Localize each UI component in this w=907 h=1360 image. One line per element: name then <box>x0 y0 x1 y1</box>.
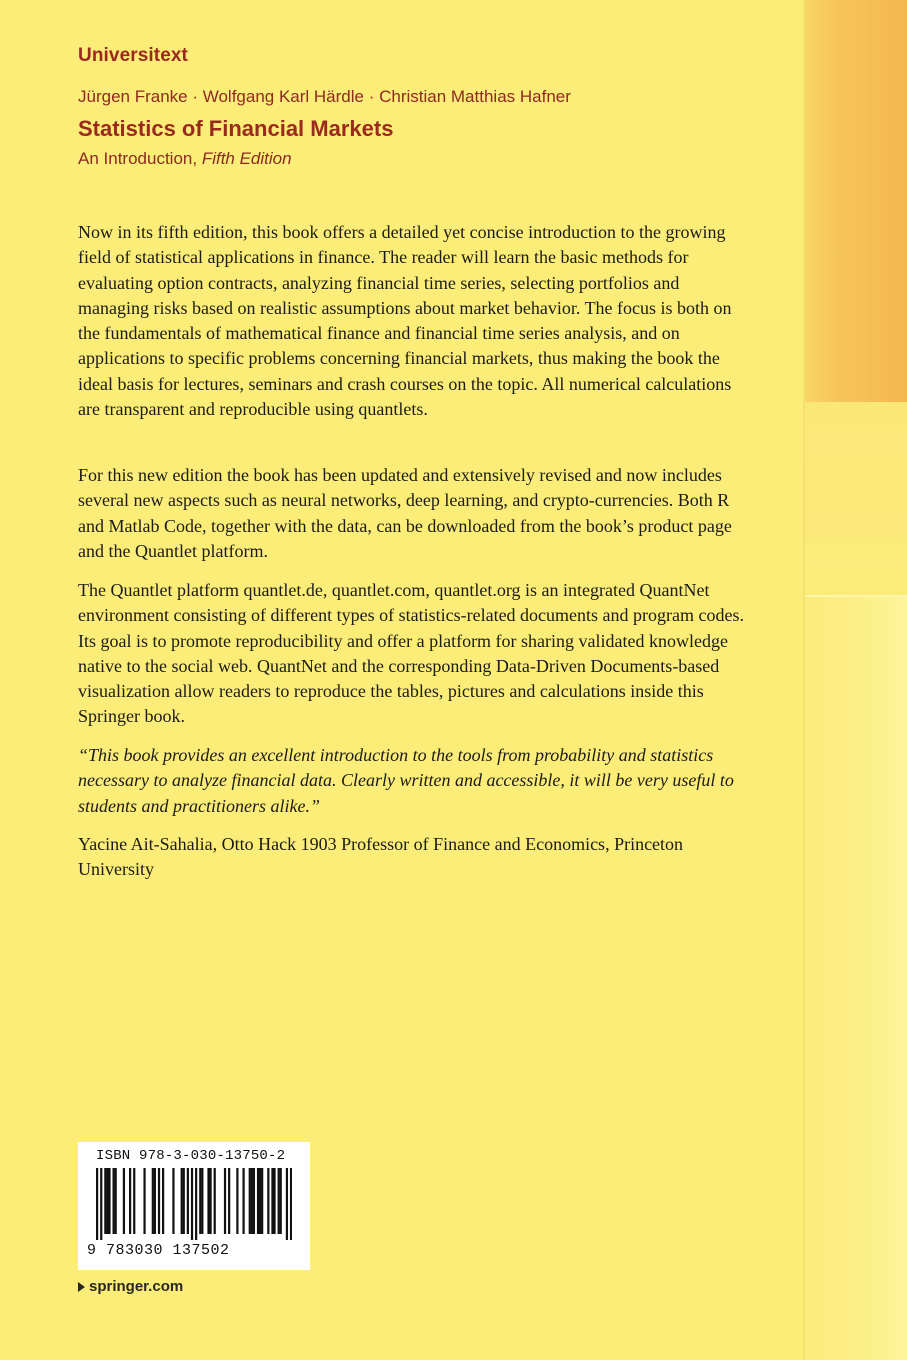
right-strip-yellow <box>805 402 907 596</box>
barcode-bar <box>290 1168 292 1240</box>
right-strip-light <box>805 597 907 1360</box>
barcode-bar <box>152 1168 154 1234</box>
arrow-right-icon <box>78 1282 85 1292</box>
barcode-bar <box>96 1168 98 1240</box>
publisher-link[interactable] <box>78 1278 183 1295</box>
description-paragraph-3: The Quantlet platform quantlet.de, quantlet.com, quantlet.org is an integrated QuantNet environment consisting of different types of statistics-related documents and program codes. Its goal is to promote reproducibility and offer a platform for sharing validated knowledge native to the social web. QuantNet and the corresponding Data-Driven Documents-based visualization allow readers to reproduce the tables, pictures and calculations inside this Springer book. <box>78 580 744 727</box>
isbn-label: ISBN 978-3-030-13750-2 <box>96 1148 286 1164</box>
barcode-bar <box>154 1168 156 1234</box>
barcode-bar <box>267 1168 269 1234</box>
barcode-bar <box>162 1168 164 1234</box>
barcode-bar <box>253 1168 255 1234</box>
barcode-bar <box>191 1168 193 1240</box>
book-subtitle <box>78 149 292 169</box>
barcode-graphic <box>96 1168 292 1240</box>
barcode-bar <box>129 1168 131 1234</box>
barcode-bar <box>228 1168 230 1234</box>
series-name: Universitext <box>78 45 188 66</box>
barcode-bar <box>100 1168 102 1240</box>
barcode-bar <box>104 1168 106 1234</box>
barcode-bar <box>278 1168 280 1234</box>
barcode-bar <box>251 1168 253 1234</box>
barcode-bar <box>257 1168 259 1234</box>
barcode-bar <box>181 1168 183 1234</box>
barcode-bar <box>207 1168 209 1234</box>
barcode-bar <box>113 1168 115 1234</box>
barcode-box <box>78 1142 310 1270</box>
right-strip-orange <box>805 0 907 402</box>
barcode-bar <box>280 1168 282 1234</box>
barcode-bar <box>224 1168 226 1234</box>
barcode-bar <box>286 1168 288 1240</box>
barcode-bar <box>195 1168 197 1240</box>
barcode-bar <box>106 1168 108 1234</box>
barcode-bar <box>271 1168 273 1234</box>
barcode-bar <box>259 1168 261 1234</box>
barcode-bar <box>115 1168 117 1234</box>
barcode-digits: 9 783030 137502 <box>87 1242 230 1259</box>
barcode-bar <box>187 1168 189 1234</box>
barcode-bar <box>214 1168 216 1234</box>
subtitle-edition: Fifth Edition <box>201 149 292 168</box>
publisher-url: springer.com <box>89 1278 184 1295</box>
barcode-bar <box>249 1168 251 1234</box>
barcode-bar <box>199 1168 201 1234</box>
description-paragraph-1: Now in its fifth edition, this book offers a detailed yet concise introduction to the growing field of statistical applications in finance. The reader will learn the basic methods for evaluating option contracts, analyzing financial time series, selecting portfolios and managing risks based on realistic assumptions about market behavior. The focus is both on the fundamentals of mathematical finance and financial time series analysis, and on applications to specific problems concerning financial markets, thus making the book the ideal basis for lectures, seminars and crash courses on the topic. All numerical calculations are transparent and reproducible using quantlets. <box>78 222 732 420</box>
quote-attribution: Yacine Ait-Sahalia, Otto Hack 1903 Professor of Finance and Economics, Princeton University <box>78 834 684 880</box>
description-paragraph-2: For this new edition the book has been updated and extensively revised and now includes several new aspects such as neural networks, deep learning, and crypto-currencies. Both R and Matlab Code, together with the data, can be downloaded from the book’s product page and the Quantlet platform. <box>78 465 732 561</box>
barcode-bar <box>201 1168 203 1234</box>
barcode-bar <box>108 1168 110 1234</box>
barcode-bar <box>183 1168 185 1234</box>
barcode-bar <box>133 1168 135 1234</box>
barcode-bar <box>209 1168 211 1234</box>
barcode-bar <box>158 1168 160 1234</box>
authors: Jürgen Franke · Wolfgang Karl Härdle · Christian Matthias Hafner <box>78 87 571 106</box>
barcode-bar <box>172 1168 174 1234</box>
barcode-bar <box>261 1168 263 1234</box>
book-title: Statistics of Financial Markets <box>78 116 394 141</box>
barcode-bar <box>236 1168 238 1234</box>
barcode-bar <box>143 1168 145 1234</box>
barcode-bar <box>273 1168 275 1234</box>
review-quote: “This book provides an excellent introduction to the tools from probability and statistics necessary to analyze financial data. Clearly written and accessible, it will be very useful to students and practitioners alike.” <box>78 745 734 816</box>
barcode-bar <box>242 1168 244 1234</box>
subtitle-main: An Introduction, <box>78 149 202 168</box>
barcode-bar <box>123 1168 125 1234</box>
